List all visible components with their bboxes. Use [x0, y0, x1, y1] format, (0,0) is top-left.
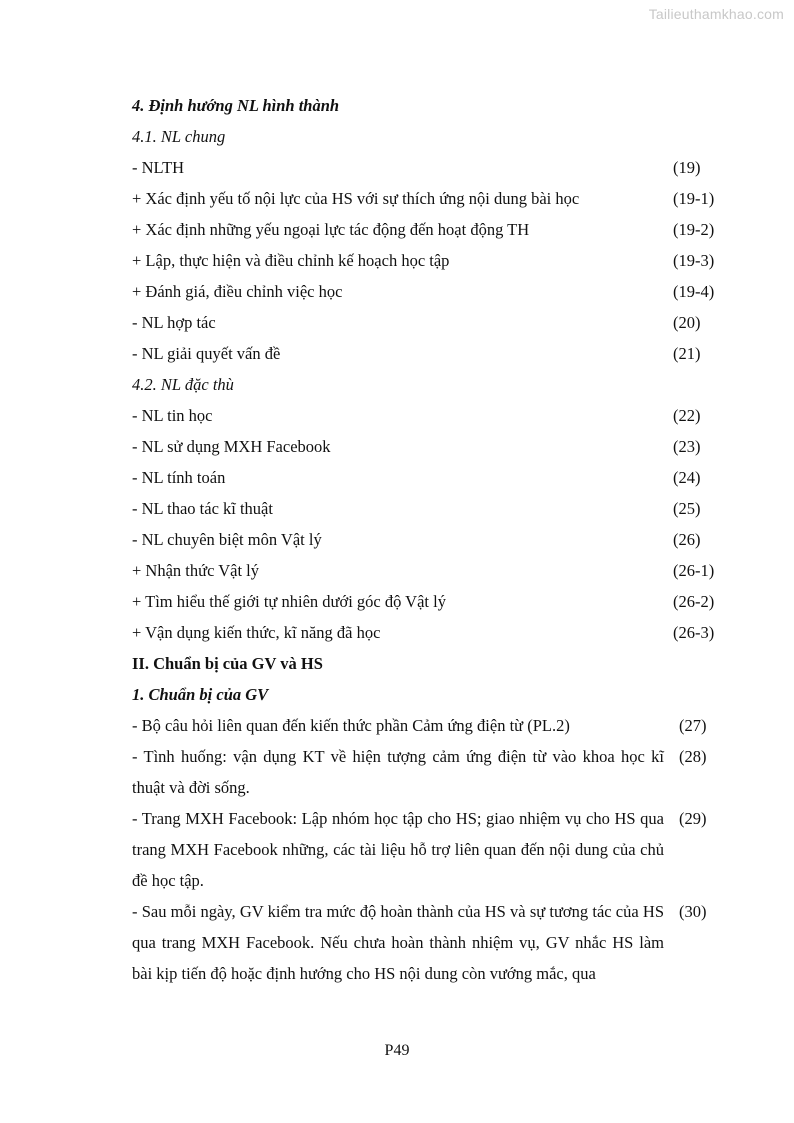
item-ref: (26-3): [673, 623, 715, 642]
item-text: - NLTH: [132, 158, 185, 177]
list-item: [132, 400, 722, 431]
item-text: - NL tin học: [132, 406, 213, 425]
paragraph: [132, 803, 707, 896]
section-II-heading: II. Chuẩn bị của GV và HS: [132, 654, 323, 673]
page-number: P49: [384, 1042, 410, 1059]
item-text: + Lập, thực hiện và điều chỉnh kế hoạch học tập: [132, 251, 450, 270]
paragraph-ref: (29): [679, 809, 707, 828]
item-text: + Xác định yếu tố nội lực của HS với sự thích ứng nội dung bài học: [132, 189, 580, 208]
section-4-2-heading: 4.2. NL đặc thù: [132, 375, 234, 394]
item-text: + Đánh giá, điều chỉnh việc học: [132, 282, 343, 301]
document-body: [132, 90, 722, 989]
item-text: - NL sử dụng MXH Facebook: [132, 437, 331, 456]
item-ref: (26-1): [673, 561, 715, 580]
item-ref: (20): [673, 313, 701, 332]
list-item: [132, 245, 722, 276]
paragraph: [132, 710, 707, 741]
paragraph-text: - Bộ câu hỏi liên quan đến kiến thức phần Cảm ứng điện từ (PL.2): [132, 716, 570, 735]
item-ref: (22): [673, 406, 701, 425]
item-ref: (19-4): [673, 282, 715, 301]
item-text: + Tìm hiểu thế giới tự nhiên dưới góc độ Vật lý: [132, 592, 446, 611]
item-ref: (19): [673, 158, 701, 177]
paragraph-ref: (30): [679, 902, 707, 921]
paragraph-text: - Sau mỗi ngày, GV kiểm tra mức độ hoàn thành của HS và sự tương tác của HS qua trang MXH Facebook. Nếu chưa hoàn thành nhiệm vụ, GV nhắc HS làm bài kịp tiến độ hoặc định hướng cho HS nội dung còn vướng mắc, qua: [132, 902, 664, 983]
list-item: [132, 555, 722, 586]
list-item: [132, 152, 722, 183]
paragraph-text: - Trang MXH Facebook: Lập nhóm học tập cho HS; giao nhiệm vụ cho HS qua trang MXH Facebook những, các tài liệu hỗ trợ liên quan đến nội dung của chủ đề học tập.: [132, 809, 664, 890]
paragraph: [132, 896, 707, 989]
item-text: - NL giải quyết vấn đề: [132, 344, 281, 363]
item-ref: (25): [673, 499, 701, 518]
list-item: [132, 462, 722, 493]
paragraph-ref: (27): [679, 716, 707, 735]
item-ref: (19-3): [673, 251, 715, 270]
list-item: [132, 493, 722, 524]
item-text: - NL hợp tác: [132, 313, 216, 332]
list-item: [132, 183, 722, 214]
section-4-heading: 4. Định hướng NL hình thành: [132, 96, 340, 115]
watermark: Tailieuthamkhao.com: [648, 6, 784, 22]
list-item: [132, 431, 722, 462]
item-ref: (26): [673, 530, 701, 549]
item-ref: (19-1): [673, 189, 715, 208]
section-II-1-heading: 1. Chuẩn bị của GV: [132, 685, 269, 704]
item-text: + Nhận thức Vật lý: [132, 561, 260, 580]
list-item: [132, 338, 722, 369]
list-item: [132, 276, 722, 307]
item-text: - NL chuyên biệt môn Vật lý: [132, 530, 322, 549]
paragraph: [132, 741, 707, 803]
item-text: + Xác định những yếu ngoại lực tác động đến hoạt động TH: [132, 220, 530, 239]
list-item: [132, 524, 722, 555]
item-ref: (26-2): [673, 592, 715, 611]
list-item: [132, 617, 722, 648]
section-4-1-heading: 4.1. NL chung: [132, 127, 226, 146]
item-ref: (23): [673, 437, 701, 456]
item-text: + Vận dụng kiến thức, kĩ năng đã học: [132, 623, 381, 642]
item-ref: (24): [673, 468, 701, 487]
list-item: [132, 307, 722, 338]
item-text: - NL thao tác kĩ thuật: [132, 499, 273, 518]
item-ref: (19-2): [673, 220, 715, 239]
list-item: [132, 586, 722, 617]
list-item: [132, 214, 722, 245]
paragraph-ref: (28): [679, 747, 707, 766]
item-ref: (21): [673, 344, 701, 363]
item-text: - NL tính toán: [132, 468, 226, 487]
paragraph-text: - Tình huống: vận dụng KT về hiện tượng cảm ứng điện từ vào khoa học kĩ thuật và đời sống.: [132, 747, 664, 797]
